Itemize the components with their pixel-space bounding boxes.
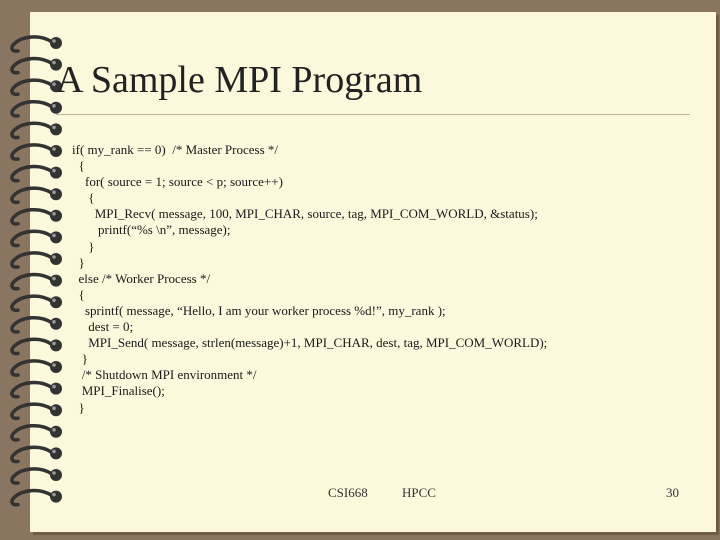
ring-highlight <box>52 39 56 43</box>
ring-hook <box>12 231 52 245</box>
ring-hole <box>50 318 62 330</box>
ring-highlight <box>52 428 56 432</box>
ring-hole <box>50 383 62 395</box>
ring-hole <box>50 491 62 503</box>
footer-page-number: 30 <box>666 485 679 500</box>
ring-hole <box>50 361 62 373</box>
ring-hole <box>50 253 62 265</box>
ring-hook <box>12 275 52 289</box>
ring-hole <box>50 167 62 179</box>
ring-highlight <box>52 169 56 173</box>
ring-highlight <box>52 385 56 389</box>
ring-hook <box>12 296 52 310</box>
ring-highlight <box>52 363 56 367</box>
code-line: else /* Worker Process */ <box>72 270 211 286</box>
footer-course: CSI668 <box>328 485 368 500</box>
ring-hole <box>50 404 62 416</box>
ring-hook <box>12 383 52 397</box>
code-line: } <box>72 399 85 415</box>
ring-hook <box>12 469 52 483</box>
ring-hole <box>50 37 62 49</box>
code-line: } <box>72 238 95 254</box>
ring-hook <box>12 253 52 267</box>
ring-hook <box>12 167 52 181</box>
ring-hole <box>50 447 62 459</box>
ring-highlight <box>52 450 56 454</box>
ring-hole <box>50 231 62 243</box>
code-line: } <box>72 351 88 367</box>
code-line: dest = 0; <box>72 319 134 335</box>
ring-hook <box>12 102 52 116</box>
ring-hole <box>50 426 62 438</box>
ring-hook <box>12 37 52 51</box>
ring-highlight <box>52 104 56 108</box>
code-line: for( source = 1; source < p; source++) <box>72 174 283 190</box>
code-line: if( my_rank == 0) /* Master Process */ <box>72 142 279 157</box>
ring-hook <box>12 145 52 159</box>
ring-hole <box>50 210 62 222</box>
ring-highlight <box>52 342 56 346</box>
ring-hole <box>50 296 62 308</box>
ring-hole <box>50 275 62 287</box>
ring-hook <box>12 123 52 137</box>
ring-highlight <box>52 406 56 410</box>
title-divider <box>56 114 690 115</box>
ring-highlight <box>52 190 56 194</box>
ring-highlight <box>52 255 56 259</box>
ring-highlight <box>52 126 56 130</box>
footer-center: HPCC <box>402 485 436 500</box>
ring-hole <box>50 102 62 114</box>
code-line: { <box>72 286 85 302</box>
ring-highlight <box>52 234 56 238</box>
slide-title: A Sample MPI Program <box>56 59 423 101</box>
ring-hole <box>50 188 62 200</box>
ring-hook <box>12 491 52 505</box>
code-line: { <box>72 190 95 206</box>
ring-hook <box>12 210 52 224</box>
code-line: sprintf( message, “Hello, I am your worker process %d!”, my_rank ); <box>72 302 446 318</box>
code-line: printf(“%s \n”, message); <box>72 222 231 238</box>
ring-hook <box>12 59 52 73</box>
code-line: MPI_Send( message, strlen(message)+1, MPI_CHAR, dest, tag, MPI_COM_WORLD); <box>72 335 548 351</box>
ring-highlight <box>52 320 56 324</box>
ring-highlight <box>52 277 56 281</box>
code-line: MPI_Recv( message, 100, MPI_CHAR, source, tag, MPI_COM_WORLD, &status); <box>72 206 538 222</box>
ring-highlight <box>52 298 56 302</box>
ring-hook <box>12 318 52 332</box>
ring-highlight <box>52 493 56 497</box>
ring-hook <box>12 426 52 440</box>
ring-hook <box>12 339 52 353</box>
ring-hook <box>12 188 52 202</box>
code-line: } <box>72 254 85 270</box>
ring-hole <box>50 123 62 135</box>
ring-hole <box>50 469 62 481</box>
ring-highlight <box>52 471 56 475</box>
code-line: /* Shutdown MPI environment */ <box>72 367 257 383</box>
ring-hook <box>12 80 52 94</box>
ring-highlight <box>52 147 56 151</box>
code-block <box>72 142 547 416</box>
code-line: { <box>72 158 85 174</box>
code-line: MPI_Finalise(); <box>72 383 165 399</box>
ring-hook <box>12 361 52 375</box>
ring-highlight <box>52 212 56 216</box>
ring-hook <box>12 404 52 418</box>
ring-hole <box>50 145 62 157</box>
ring-hole <box>50 339 62 351</box>
ring-hook <box>12 447 52 461</box>
